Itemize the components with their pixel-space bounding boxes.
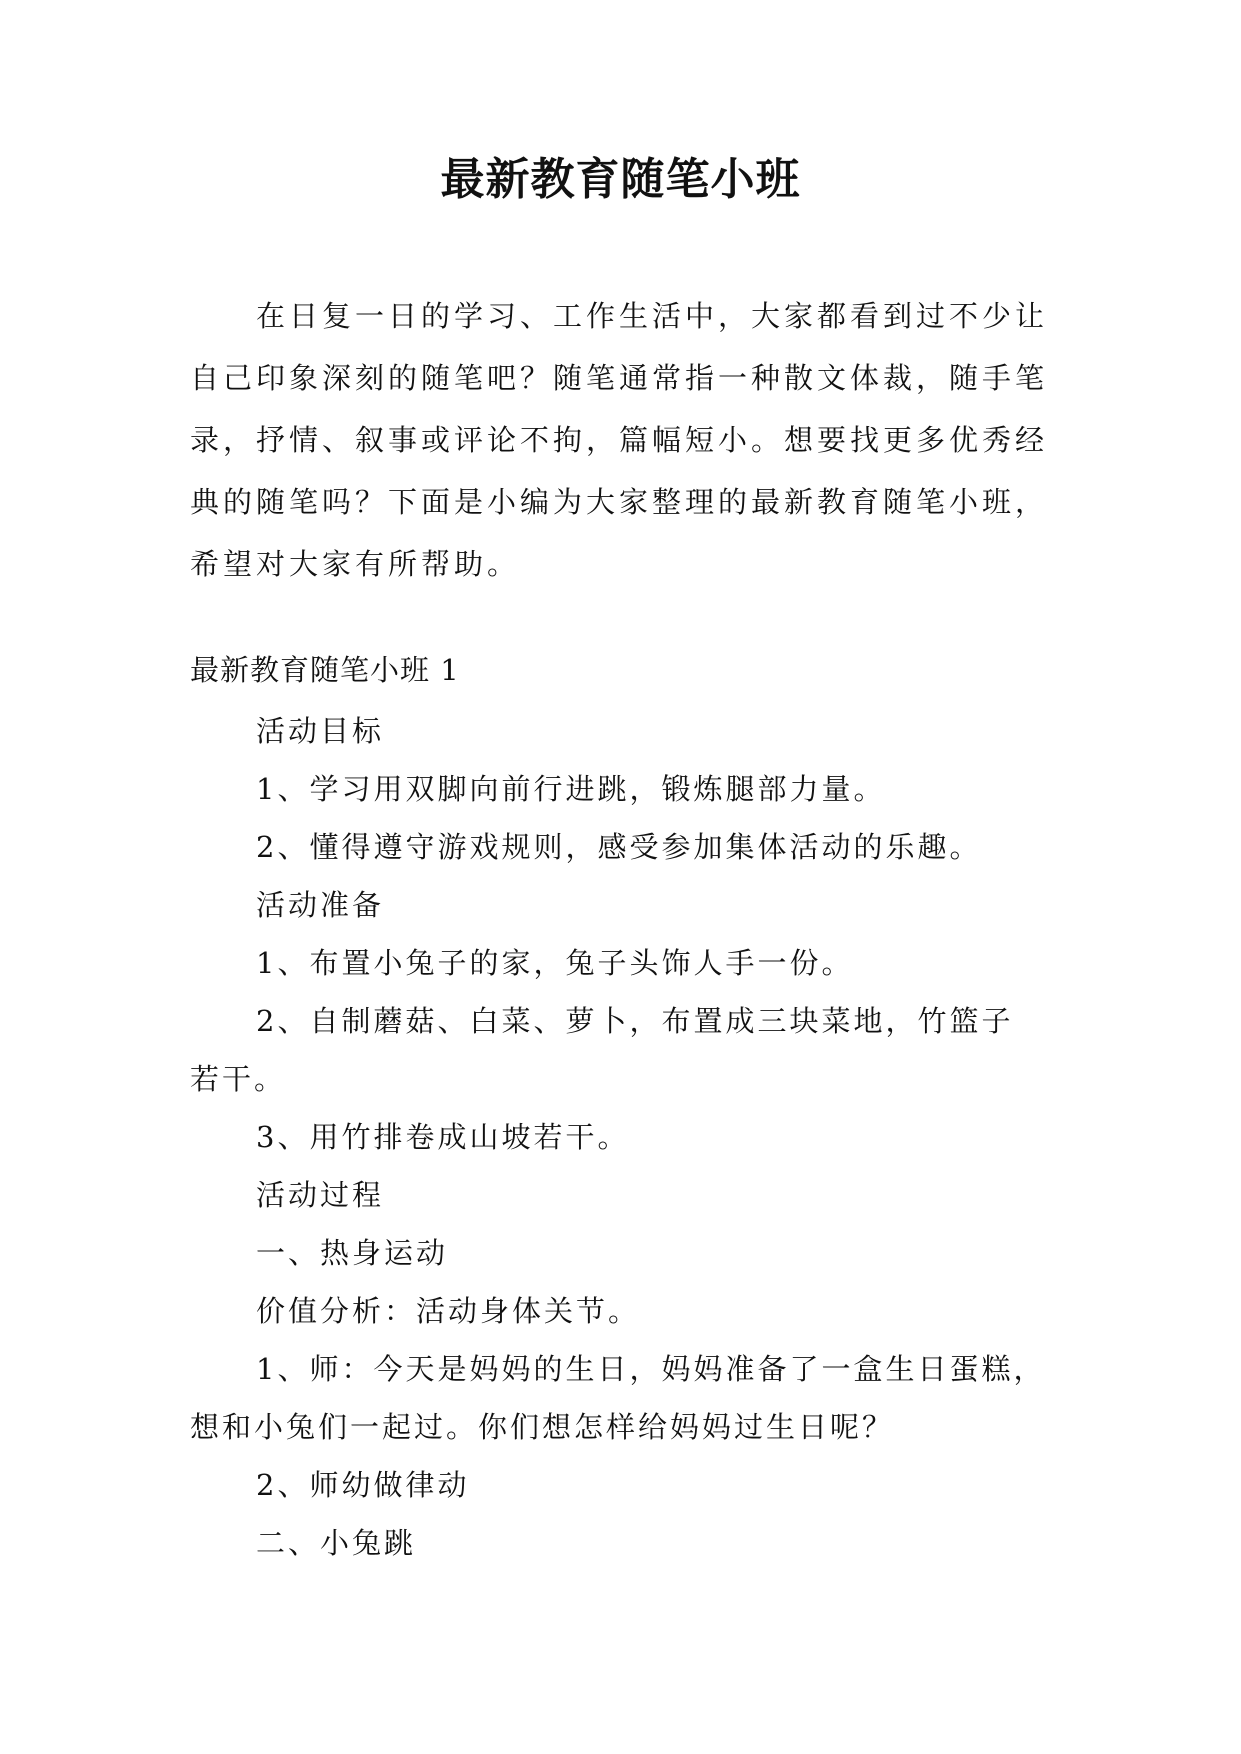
subheading-process: 活动过程 <box>256 1178 385 1212</box>
intro-line: 典的随笔吗？下面是小编为大家整理的最新教育随笔小班， <box>190 485 1049 519</box>
body-line: 2、懂得遵守游戏规则，感受参加集体活动的乐趣。 <box>256 830 982 864</box>
body-line: 一、热身运动 <box>256 1236 449 1270</box>
subheading-preparation: 活动准备 <box>256 888 385 922</box>
body-line: 1、学习用双脚向前行进跳，锻炼腿部力量。 <box>256 772 886 806</box>
intro-line: 录，抒情、叙事或评论不拘，篇幅短小。想要找更多优秀经 <box>190 423 1049 457</box>
body-line: 价值分析：活动身体关节。 <box>256 1294 641 1328</box>
body-line: 二、小兔跳 <box>256 1526 417 1560</box>
body-line: 1、师：今天是妈妈的生日，妈妈准备了一盒生日蛋糕， <box>256 1352 1046 1386</box>
document-title: 最新教育随笔小班 <box>440 154 801 205</box>
intro-line: 自己印象深刻的随笔吧？随笔通常指一种散文体裁，随手笔 <box>190 361 1049 395</box>
body-line: 2、自制蘑菇、白菜、萝卜，布置成三块菜地，竹篮子 <box>256 1004 1014 1038</box>
body-line: 若干。 <box>190 1062 287 1096</box>
intro-line: 希望对大家有所帮助。 <box>190 547 521 581</box>
intro-line: 在日复一日的学习、工作生活中，大家都看到过不少让 <box>256 299 1049 333</box>
body-line: 2、师幼做律动 <box>256 1468 470 1502</box>
section-heading: 最新教育随笔小班 1 <box>190 653 460 687</box>
subheading-goals: 活动目标 <box>256 714 385 748</box>
body-line: 想和小兔们一起过。你们想怎样给妈妈过生日呢？ <box>190 1410 895 1444</box>
body-line: 1、布置小兔子的家，兔子头饰人手一份。 <box>256 946 854 980</box>
intro-paragraph <box>190 285 1060 595</box>
body-line: 3、用竹排卷成山坡若干。 <box>256 1120 630 1154</box>
section-1 <box>190 638 1060 1572</box>
